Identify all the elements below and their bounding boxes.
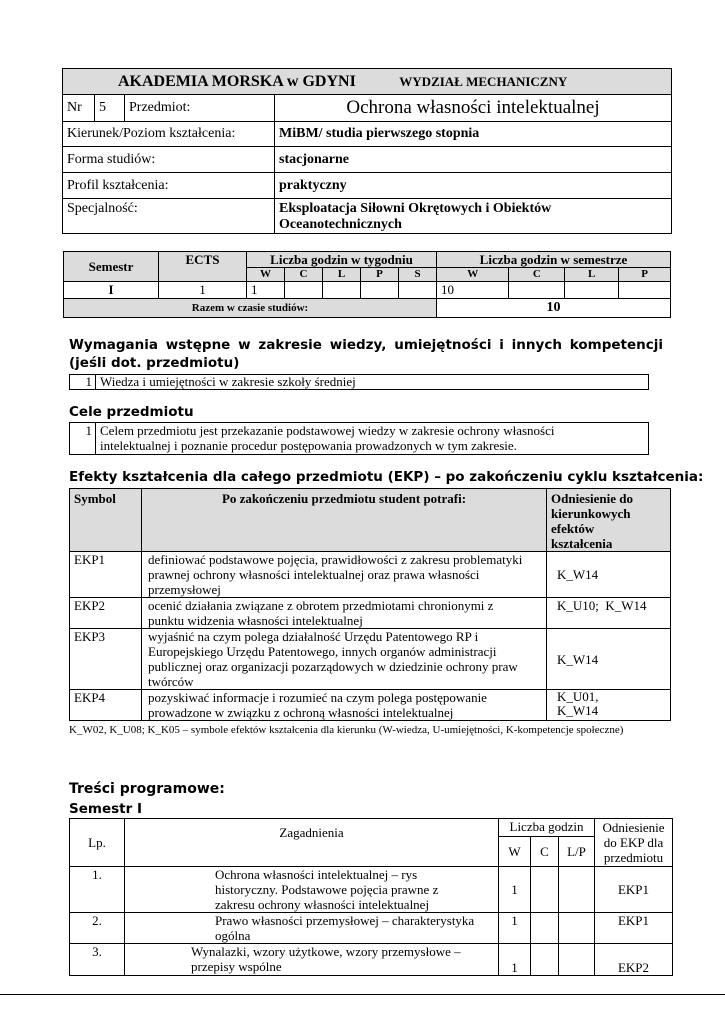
sem-col-header: P [619,268,671,282]
program-row-ref: EKP1 [595,867,673,913]
semester-title: Semestr I [69,801,142,817]
week-hours-cell [285,282,323,299]
outcome-desc: pozyskiwać informacje i rozumieć na czym polega postępowanie prowadzone w związku z ochroną własności intelektualnej [142,690,547,721]
outcome-ref: K_U01, K_W14 [547,690,671,721]
program-row-w: 1 [499,913,531,944]
outcomes-footnote: K_W02, K_U08; K_K05 – symbole efektów kształcenia dla kierunku (W-wiedza, U-umiejętności, K-kompetencje społeczne) [69,724,624,736]
program-row-ref: EKP1 [595,913,673,944]
program-table [69,818,673,976]
program-row-topic: Wynalazki, wzory użytkowe, wzory przemysłowe – przepisy wspólne [125,944,499,976]
program-topics-header: Zagadnienia [125,819,499,867]
outcome-symbol: EKP3 [70,629,142,690]
program-ref-header: Odniesienie do EKP dla przedmiotu [595,819,673,867]
outcome-desc: ocenić działania związane z obrotem przedmiotami chronionymi z punktu widzenia własności intelektualnej [142,598,547,629]
semester-hours-header: Liczba godzin w semestrze [437,252,671,268]
outcome-ref: K_W14 [547,629,671,690]
program-row-lab [559,867,595,913]
program-row-ref: EKP2 [595,944,673,976]
total-label: Razem w czasie studiów: [64,299,437,318]
program-row-lp: 1. [70,867,125,913]
sem-hours-cell [565,282,619,299]
semestr-header: Semestr [64,252,159,282]
program-hours-col: C [531,837,559,867]
outcome-desc: definiować podstawowe pojęcia, prawidłowości z zakresu problematyki prawnej ochrony własności intelektualnej oraz prawa własności przemysłowej [142,552,547,598]
header-row-value: stacjonarne [275,147,672,173]
program-lp-header: Lp. [70,819,125,867]
sem-col-header: L [565,268,619,282]
ects-value: 1 [159,282,247,299]
total-value: 10 [437,299,671,318]
sem-col-header: W [437,268,509,282]
requirements-table [69,374,649,390]
faculty-name: WYDZIAŁ MECHANICZNY [399,73,568,89]
goal-number: 1 [70,423,96,455]
header-row-label: Specjalność: [63,199,275,234]
header-row-value: MiBM/ studia pierwszego stopnia [275,122,672,147]
outcome-ref: K_U10; K_W14 [547,598,671,629]
outcome-symbol: EKP4 [70,690,142,721]
hours-table [63,251,671,318]
goals-title: Cele przedmiotu [69,404,194,420]
semester-value: I [64,282,159,299]
program-title: Treści programowe: [69,781,225,797]
goals-table [69,422,649,455]
header-table [62,68,672,234]
nr-value: 5 [95,95,125,122]
header-row-value: Eksploatacja Siłowni Okrętowych i Obiektów Oceanotechnicznych [275,199,672,234]
header-row-label: Profil kształcenia: [63,173,275,199]
program-row-lab [559,913,595,944]
week-hours-cell [399,282,437,299]
week-hours-cell [323,282,361,299]
program-row-c [531,944,559,976]
week-hours-header: Liczba godzin w tygodniu [247,252,437,268]
requirements-title: Wymagania wstępne w zakresie wiedzy, umiejętności i innych kompetencji (jeśli dot. przedmiotu) [69,337,663,371]
week-hours-cell [361,282,399,299]
week-col-header: W [247,268,285,282]
week-col-header: P [361,268,399,282]
header-row-value: praktyczny [275,173,672,199]
outcomes-ref-header: Odniesienie do kierunkowych efektów kształcenia [547,489,671,552]
subject-label: Przedmiot: [125,95,275,122]
academy-name: AKADEMIA MORSKA w GDYNI [118,72,356,90]
program-hours-col: L/P [559,837,595,867]
outcomes-desc-header: Po zakończeniu przedmiotu student potrafi: [142,489,547,552]
outcomes-table [69,488,671,721]
sem-col-header: C [509,268,565,282]
requirement-number: 1 [70,375,96,390]
header-row-label: Forma studiów: [63,147,275,173]
header-title-row [63,69,672,95]
sem-hours-cell [509,282,565,299]
outcome-symbol: EKP1 [70,552,142,598]
program-hours-header: Liczba godzin [499,819,595,837]
page-bottom-rule [0,994,725,995]
program-row-lab [559,944,595,976]
week-col-header: C [285,268,323,282]
outcomes-symbol-header: Symbol [70,489,142,552]
week-col-header: L [323,268,361,282]
program-row-w: 1 [499,867,531,913]
sem-hours-cell: 10 [437,282,509,299]
outcome-ref: K_W14 [547,552,671,598]
subject-title: Ochrona własności intelektualnej [275,95,672,122]
program-row-topic: Prawo własności przemysłowej – charakterystyka ogólna [125,913,499,944]
program-row-w: 1 [499,944,531,976]
program-row-lp: 3. [70,944,125,976]
week-hours-cell: 1 [247,282,285,299]
nr-label: Nr [63,95,95,122]
outcomes-title: Efekty kształcenia dla całego przedmiotu (EKP) – po zakończeniu cyklu kształcenia: [69,469,704,485]
outcome-desc: wyjaśnić na czym polega działalność Urzędu Patentowego RP i Europejskiego Urzędu Patentowego, innych organów administracji publicznej oraz organizacji pozarządowych w dziedzinie ochrony praw twórców [142,629,547,690]
program-hours-col: W [499,837,531,867]
outcome-symbol: EKP2 [70,598,142,629]
sem-hours-cell [619,282,671,299]
header-row-label: Kierunek/Poziom kształcenia: [63,122,275,147]
goal-text: Celem przedmiotu jest przekazanie podstawowej wiedzy w zakresie ochrony własności intelektualnej i poznanie procedur postępowania prowadzonych w tym zakresie. [96,423,649,455]
program-row-lp: 2. [70,913,125,944]
ects-header: ECTS [159,252,247,282]
requirement-text: Wiedza i umiejętności w zakresie szkoły średniej [96,375,649,390]
program-row-topic: Ochrona własności intelektualnej – rys historyczny. Podstawowe pojęcia prawne z zakresu ochrony własności intelektualnej [125,867,499,913]
week-col-header: S [399,268,437,282]
program-row-c [531,867,559,913]
program-row-c [531,913,559,944]
